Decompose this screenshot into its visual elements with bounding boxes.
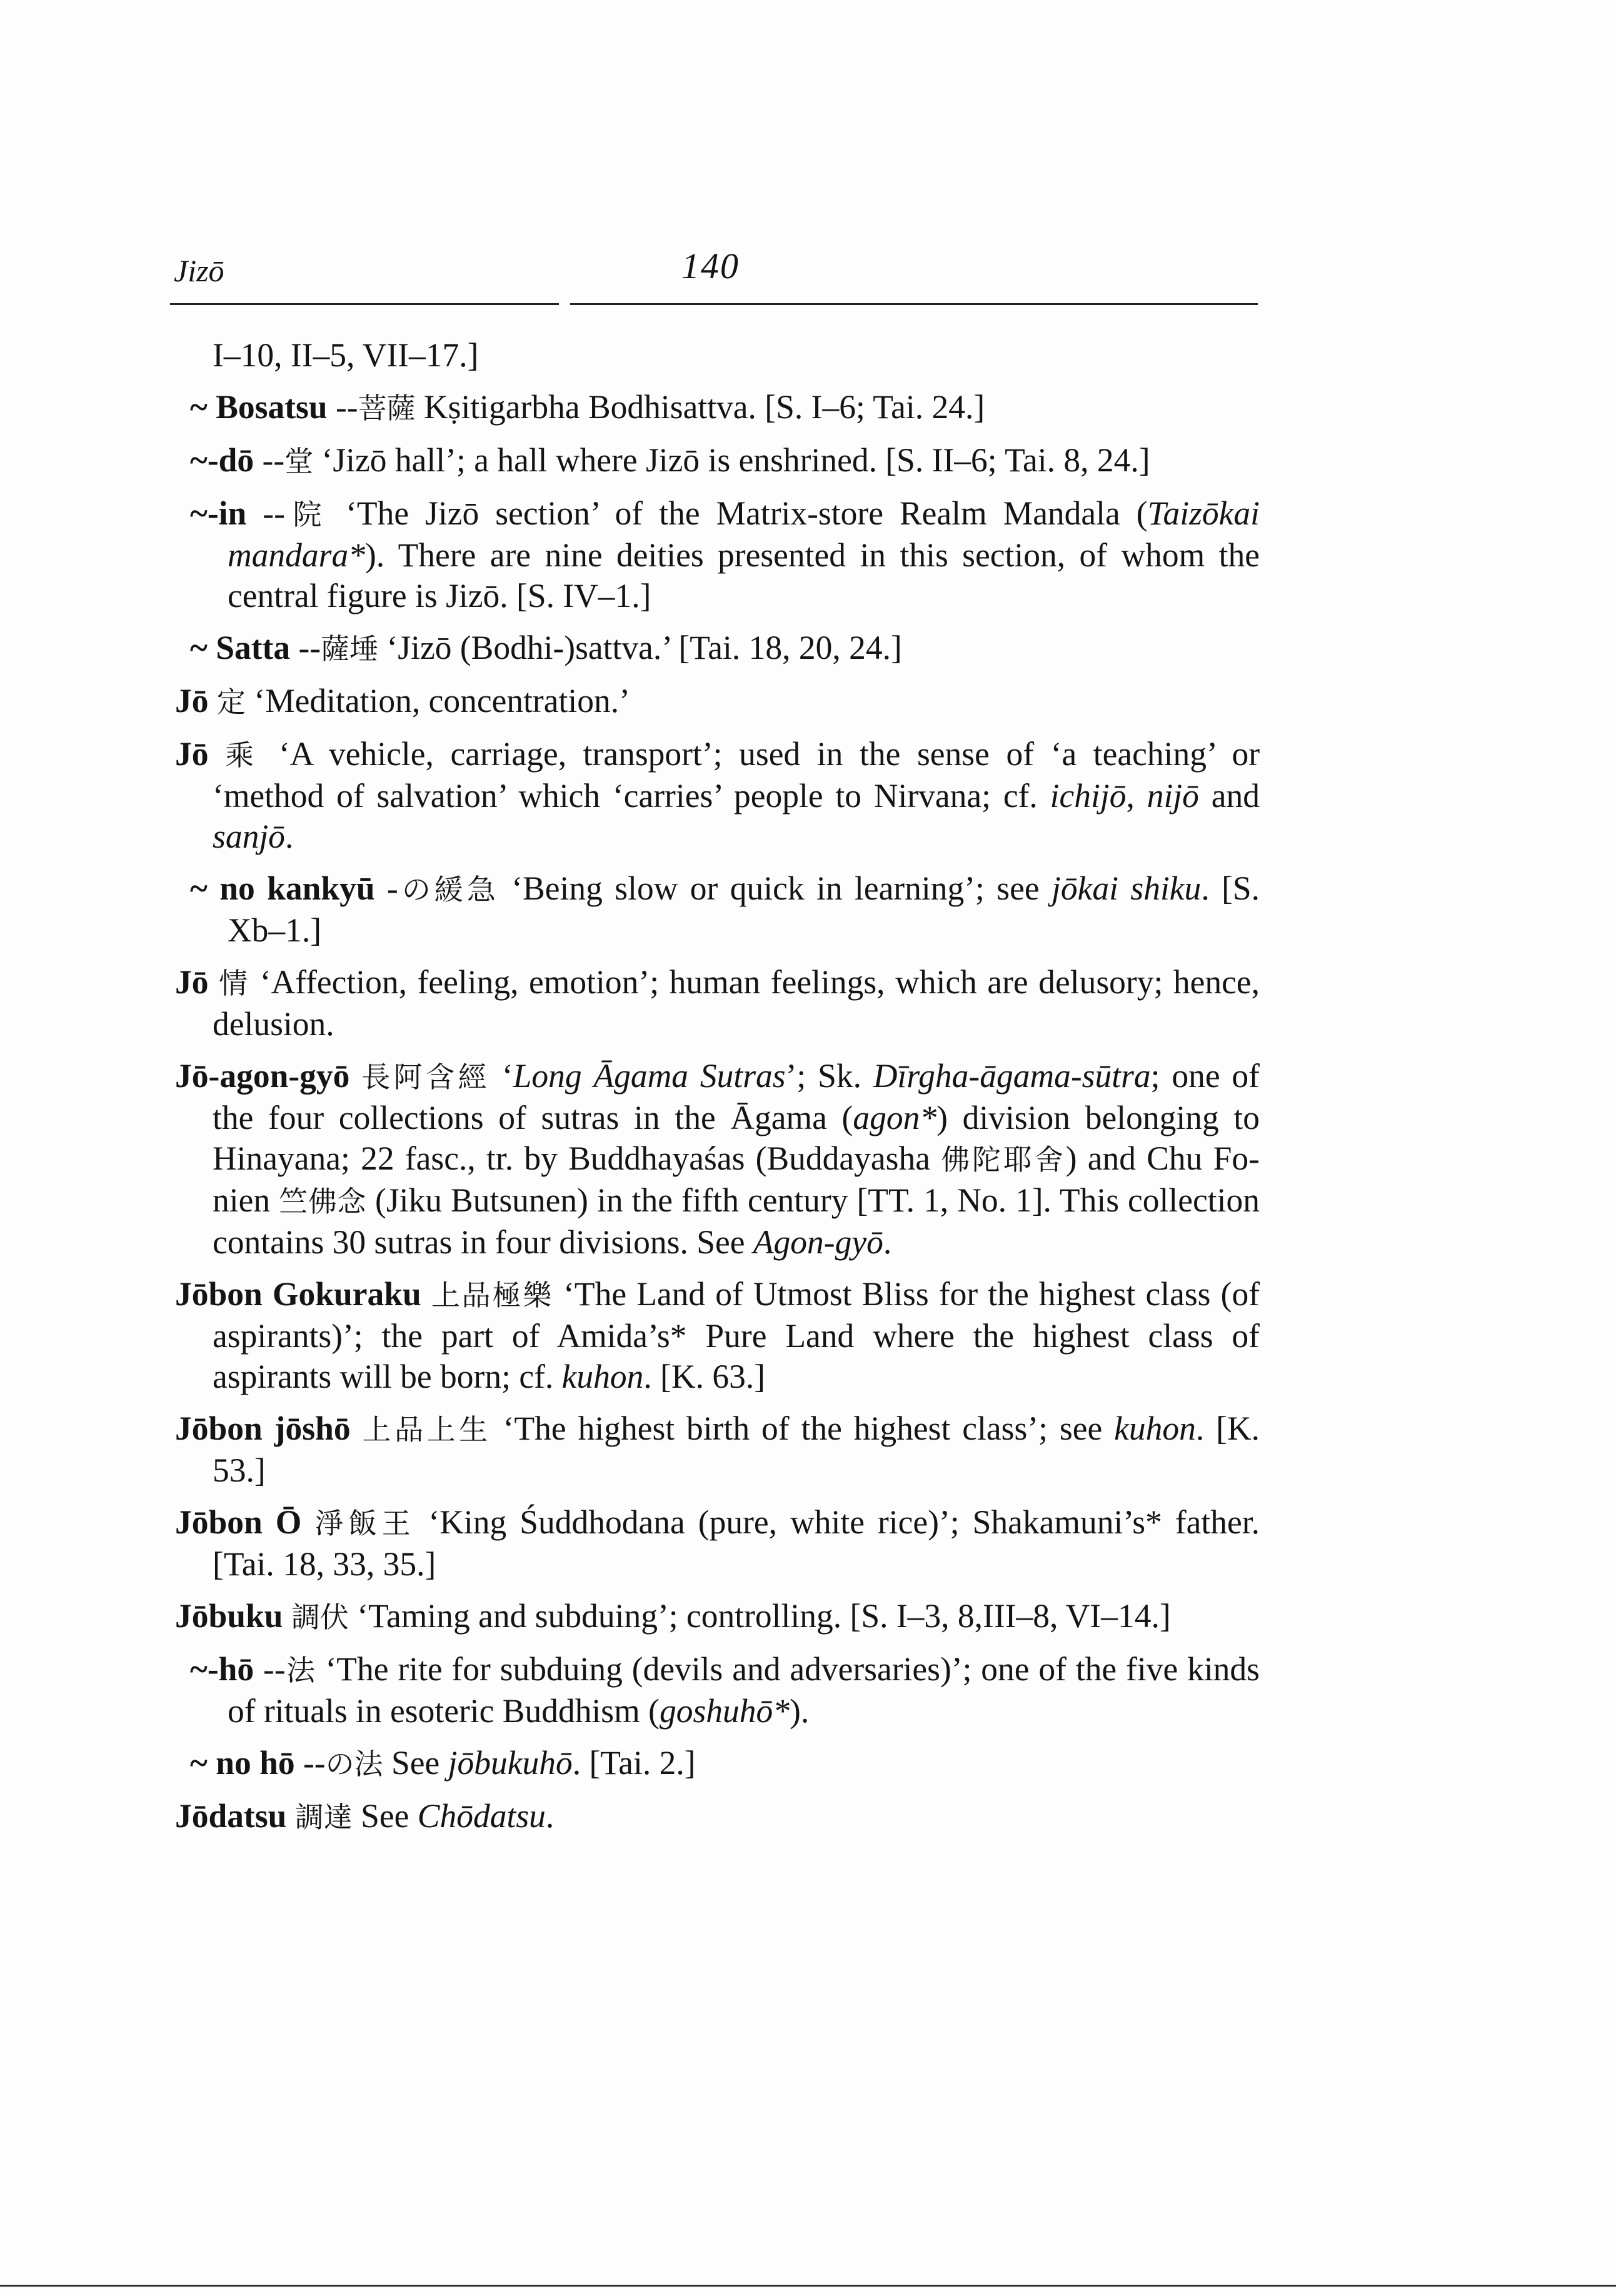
entry-text: .: [545, 1797, 555, 1835]
dictionary-entry: [175, 1596, 1260, 1638]
kanji-term: 薩埵: [321, 632, 379, 666]
entry-text: ; one of the four collections of sutras in the Āgama (: [213, 1057, 1260, 1136]
entry-text: ‘The Land of Utmost Bliss for the highest class (of aspirants)’; the part of Amida’s* Pure Land where the highest class of aspirants will be born; cf.: [213, 1275, 1260, 1395]
entry-text: Kṣitigarbha Bodhisattva. [S. I–6; Tai. 24.]: [415, 388, 985, 426]
kanji-term: 淨飯王: [314, 1506, 416, 1540]
cross-reference: jōkai shiku: [1051, 870, 1202, 907]
header-rule-left: [170, 303, 559, 305]
dictionary-entry: [175, 1502, 1260, 1585]
sub-entry: [190, 1743, 1260, 1785]
running-head: Jizō: [174, 253, 224, 288]
cross-reference: sanjō: [213, 818, 285, 855]
entry-text: See: [352, 1797, 418, 1835]
sub-entry: [190, 1649, 1260, 1732]
headword: Jōbuku: [175, 1597, 283, 1635]
cross-reference: jōbukuhō: [448, 1744, 573, 1782]
entry-text: --: [290, 629, 321, 666]
sub-entry: [190, 628, 1260, 669]
cross-reference: nijō: [1147, 777, 1199, 815]
cross-reference: Dīrgha-āgama-sūtra: [873, 1057, 1151, 1095]
dictionary-entries: [175, 335, 1260, 1849]
entry-text: [209, 735, 226, 773]
page-header: [170, 246, 1258, 306]
entry-text: [351, 1410, 363, 1447]
entry-text: . [Tai. 2.]: [572, 1744, 696, 1782]
headword: Jōbon Ō: [175, 1503, 302, 1541]
entry-text: ’; Sk.: [785, 1057, 873, 1095]
entry-text: --: [327, 388, 358, 426]
entry-text: ‘Taming and subduing’; controlling. [S. I–3, 8,III–8, VI–14.]: [348, 1597, 1171, 1635]
entry-text: ,: [1126, 777, 1147, 815]
cross-reference: ichijō: [1050, 777, 1127, 815]
dictionary-entry: [175, 1796, 1260, 1838]
kanji-term: の緩急: [398, 873, 499, 906]
headword: Jō: [175, 963, 209, 1001]
entry-text: --: [246, 494, 285, 532]
entry-text: --: [254, 1650, 286, 1688]
entry-text: ‘: [490, 1057, 513, 1095]
kanji-term: 定: [216, 685, 246, 719]
dictionary-entry: [175, 734, 1260, 857]
kanji-term: 長阿含經: [361, 1060, 490, 1094]
dictionary-entry: [175, 681, 1260, 723]
entry-text: ) and Chu Fo-nien: [213, 1140, 1260, 1219]
entry-text: [301, 1503, 314, 1541]
kanji-term: 院: [284, 498, 330, 531]
cross-reference: Long Āgama Sutras: [513, 1057, 786, 1095]
sub-entry: [190, 440, 1260, 482]
kanji-term: 乘: [225, 738, 263, 772]
headword: Jōdatsu: [175, 1797, 287, 1835]
entry-text: [209, 963, 219, 1001]
entry-text: [421, 1275, 431, 1313]
entry-text: ‘The rite for subduing (devils and adversaries)’; one of the five kinds of rituals in esoteric Buddhism (: [228, 1650, 1260, 1730]
cross-reference: kuhon: [561, 1358, 644, 1395]
entry-text: . [K. 53.]: [213, 1410, 1260, 1489]
entry-text: (Jiku Butsunen) in the fifth century [TT. 1, No. 1]. This collection contains 30 sutras in four divisions. See: [213, 1181, 1260, 1261]
entry-text: ‘A vehicle, carriage, transport’; used in the sense of ‘a teaching’ or ‘method of salvation’ which ‘carries’ people to Nirvana; cf.: [213, 735, 1260, 815]
headword: ~-in: [190, 494, 247, 532]
dictionary-entry: [175, 962, 1260, 1045]
entry-text: and: [1198, 777, 1260, 815]
kanji-term: 調達: [294, 1800, 353, 1834]
entry-text: ).: [790, 1692, 810, 1730]
entry-text: .: [284, 818, 294, 855]
entry-text: [349, 1057, 361, 1095]
headword: ~ no kankyū: [190, 870, 375, 907]
entry-text: ‘Being slow or quick in learning’; see: [499, 870, 1052, 907]
header-rule-right: [570, 303, 1258, 305]
entry-text: See: [383, 1744, 448, 1782]
kanji-term: 上品上生: [362, 1413, 491, 1446]
cross-reference: Taizōkai mandara*: [228, 494, 1260, 574]
entry-text: -: [374, 870, 398, 907]
entry-text: --: [294, 1744, 326, 1782]
sub-entry: [190, 387, 1260, 429]
kanji-term: 菩薩: [358, 391, 416, 425]
kanji-term: 堂: [284, 444, 314, 478]
kanji-term: 上品極樂: [431, 1278, 553, 1312]
dictionary-entry: [175, 1274, 1260, 1397]
headword: ~ Satta: [190, 629, 291, 666]
kanji-term: 佛陀耶舍: [941, 1143, 1066, 1176]
sub-entry: [190, 868, 1260, 951]
entry-continuation: [190, 335, 1260, 376]
headword: ~-hō: [190, 1650, 254, 1688]
entry-text: ). There are nine deities presented in this section, of whom the central figure is Jizō. [S. IV–1.]: [228, 536, 1260, 614]
entry-text: . [S. Xb–1.]: [228, 870, 1260, 949]
kanji-term: 情: [219, 966, 250, 1000]
entry-text: .: [883, 1223, 892, 1261]
headword: Jōbon Gokuraku: [175, 1275, 421, 1313]
entry-text: ‘King Śuddhodana (pure, white rice)’; Shakamuni’s* father. [Tai. 18, 33, 35.]: [213, 1503, 1260, 1583]
cross-reference: goshuhō*: [659, 1692, 790, 1730]
page-number: 140: [681, 246, 740, 286]
dictionary-entry: [175, 1408, 1260, 1491]
entry-text: . [K. 63.]: [643, 1358, 766, 1395]
kanji-term: 調伏: [291, 1600, 349, 1634]
entry-text: ‘The Jizō section’ of the Matrix-store Realm Mandala (: [329, 494, 1148, 532]
sub-entry: [190, 493, 1260, 616]
entry-text: ‘The highest birth of the highest class’; see: [491, 1410, 1115, 1447]
footer-rule: [0, 2285, 1616, 2287]
entry-text: ) division belonging to Hinayana; 22 fasc., tr. by Buddhayaśas (Buddayasha: [213, 1099, 1260, 1177]
entry-text: [283, 1597, 291, 1635]
headword: Jō: [175, 735, 209, 773]
kanji-term: 法: [285, 1653, 316, 1687]
entry-text: I–10, II–5, VII–17.]: [213, 336, 479, 374]
headword: Jō: [175, 682, 209, 719]
entry-text: ‘Meditation, concentration.’: [245, 682, 630, 719]
headword: ~ Bosatsu: [190, 388, 328, 426]
headword: Jō-agon-gyō: [175, 1057, 350, 1095]
dictionary-entry: [175, 1056, 1260, 1263]
kanji-term: 竺佛念: [279, 1185, 367, 1218]
cross-reference: Agon-gyō: [753, 1223, 883, 1261]
entry-text: --: [254, 441, 285, 479]
headword: Jōbon jōshō: [175, 1410, 351, 1447]
entry-text: [209, 682, 217, 719]
entry-text: ‘Affection, feeling, emotion’; human feelings, which are delusory; hence, delusion.: [213, 963, 1260, 1043]
headword: ~-dō: [190, 441, 254, 479]
entry-text: [286, 1797, 294, 1835]
kanji-term: の法: [325, 1747, 383, 1781]
cross-reference: agon*: [853, 1099, 937, 1136]
entry-text: ‘Jizō hall’; a hall where Jizō is enshrined. [S. II–6; Tai. 8, 24.]: [313, 441, 1150, 479]
entry-text: ‘Jizō (Bodhi-)sattva.’ [Tai. 18, 20, 24.]: [378, 629, 902, 666]
cross-reference: kuhon: [1114, 1410, 1196, 1447]
headword: ~ no hō: [190, 1744, 295, 1782]
cross-reference: Chōdatsu: [417, 1797, 546, 1835]
